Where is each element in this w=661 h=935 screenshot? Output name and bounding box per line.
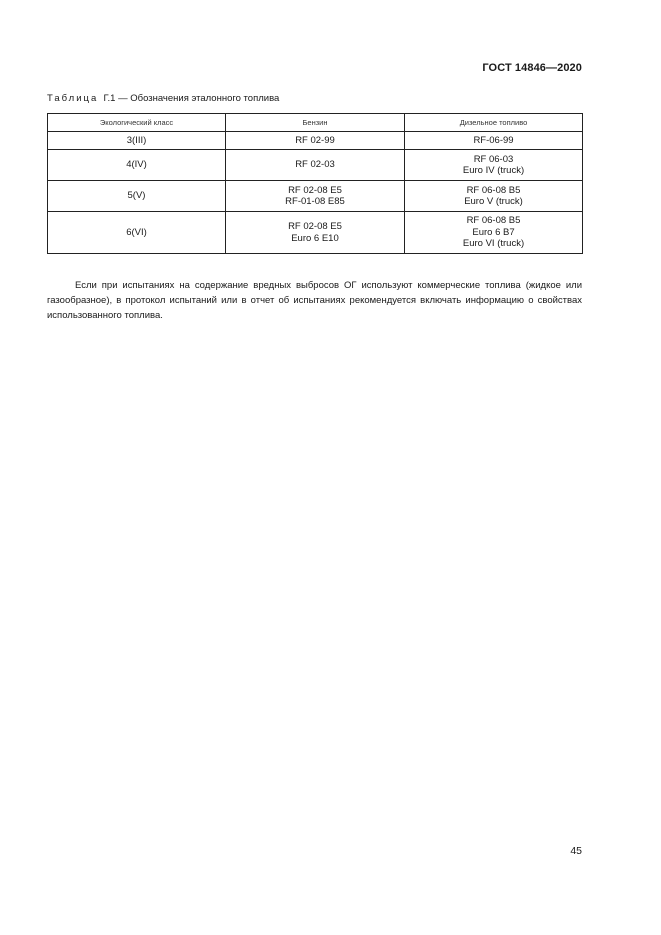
reference-fuel-table <box>47 113 583 254</box>
cell-line: Euro VI (truck) <box>462 238 525 250</box>
cell-line: RF-06-99 <box>473 134 514 146</box>
cell-line: Euro V (truck) <box>464 196 523 207</box>
cell-gasoline <box>226 212 405 254</box>
table-header-row <box>48 114 583 132</box>
cell-diesel <box>405 181 583 212</box>
cell-diesel <box>405 212 583 254</box>
cell-line: RF 06-08 B5 <box>466 184 521 196</box>
cell-line: Euro IV (truck) <box>462 165 525 176</box>
table-caption-number: Г.1 <box>103 93 116 104</box>
table-caption <box>47 93 279 104</box>
table-row <box>48 212 583 254</box>
header-eco-class: Экологический класс <box>48 114 226 132</box>
cell-eco-class: 6(VI) <box>48 212 226 254</box>
standard-code: ГОСТ 14846—2020 <box>482 62 582 74</box>
table-caption-text: — Обозначения эталонного топлива <box>118 93 280 104</box>
table-row <box>48 181 583 212</box>
cell-gasoline <box>226 181 405 212</box>
table-row <box>48 132 583 150</box>
body-paragraph: Если при испытаниях на содержание вредных выбросов ОГ используют коммерческие топлива (жидкое или газообразное), в протокол испытаний или в отчет об испытаниях рекомендуется включать информацию о свойствах использованного топлива. <box>47 279 582 321</box>
header-diesel: Дизельное топливо <box>405 114 583 132</box>
cell-line: RF 06-03 <box>473 153 514 165</box>
cell-line: Euro 6 E10 <box>291 232 339 244</box>
cell-line: RF 02-03 <box>295 159 335 171</box>
cell-line: Euro 6 B7 <box>472 226 515 238</box>
cell-eco-class: 5(V) <box>48 181 226 212</box>
cell-diesel <box>405 150 583 181</box>
cell-gasoline <box>226 150 405 181</box>
cell-eco-class: 3(III) <box>48 132 226 150</box>
header-gasoline: Бензин <box>226 114 405 132</box>
cell-line: RF 06-08 B5 <box>466 215 521 227</box>
table-row <box>48 150 583 181</box>
page-number: 45 <box>570 845 582 857</box>
table-caption-prefix: Таблица <box>47 93 99 104</box>
cell-line: RF 02-08 E5 <box>288 184 342 196</box>
cell-gasoline <box>226 132 405 150</box>
cell-eco-class: 4(IV) <box>48 150 226 181</box>
cell-diesel <box>405 132 583 150</box>
cell-line: RF 02-99 <box>295 134 335 146</box>
cell-line: RF-01-08 E85 <box>285 196 345 207</box>
cell-line: RF 02-08 E5 <box>288 221 342 232</box>
